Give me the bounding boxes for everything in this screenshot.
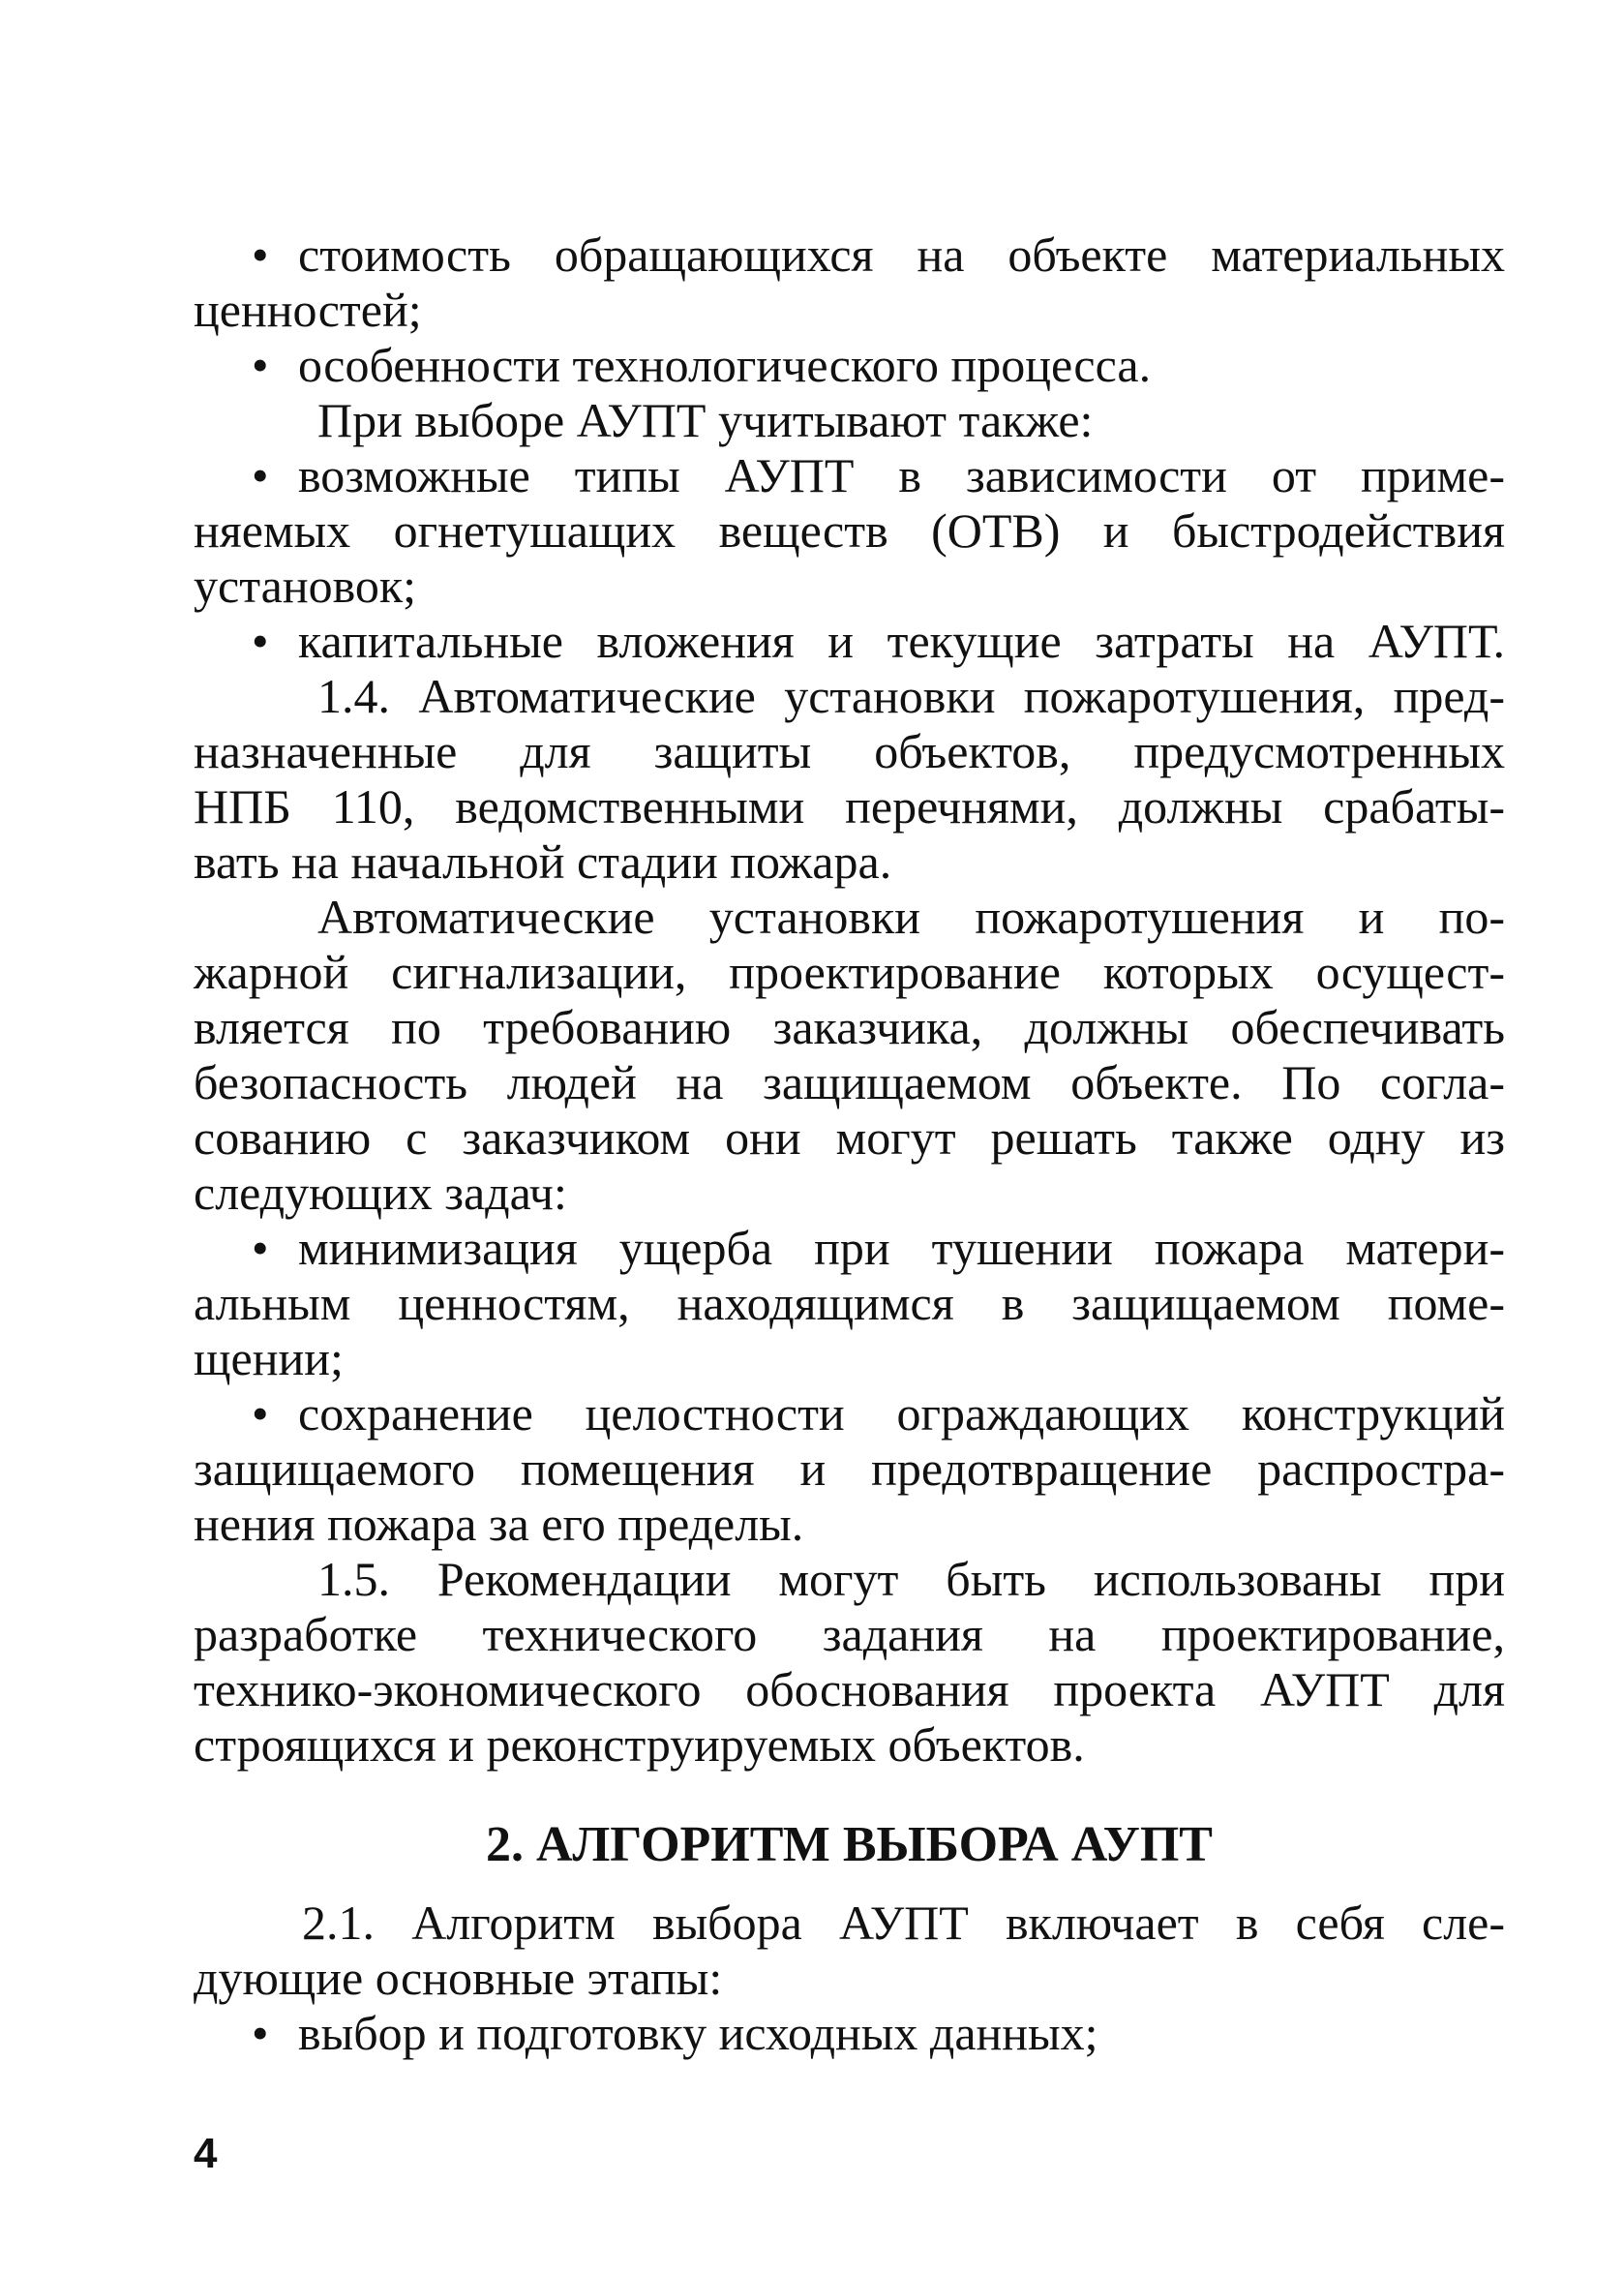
bullet-marker: • [252,614,269,668]
bullet-types-line-2: няемых огнетушащих веществ (ОТВ) и быстродействия [194,503,1505,558]
bullet-damage-line-2: альным ценностям, находящимся в защищаемом поме- [194,1276,1505,1330]
para-customer-line-6: следующих задач: [194,1166,567,1220]
bullet-integrity-line-3: нения пожара за его пределы. [194,1497,804,1551]
item-1-4-line-3: НПБ 110, ведомственными перечнями, должны срабаты- [194,779,1505,834]
item-1-4-line-1: 1.4. Автоматические установки пожаротушения, пред- [317,669,1505,723]
para-customer-line-3: вляется по требованию заказчика, должны обеспечивать [194,1000,1505,1054]
bullet-marker: • [252,228,269,282]
item-2-1-line-2: дующие основные этапы: [194,1951,723,2005]
para-customer-line-1: Автоматические установки пожаротушения и по- [317,890,1505,944]
bullet-marker: • [252,338,269,392]
bullet-integrity-line-2: защищаемого помещения и предотвращение распростра- [194,1441,1505,1496]
item-1-5-line-4: строящихся и реконструируемых объектов. [194,1717,1085,1772]
bullet-cost-line-2: ценностей; [194,283,422,337]
bullet-data: • выбор и подготовку исходных данных; [252,2006,1098,2060]
bullet-damage-line-1: • минимизация ущерба при тушении пожара матери- [252,1221,1505,1275]
item-1-5-line-2: разработке технического задания на проектирование, [194,1607,1505,1661]
para-customer-line-5: сованию с заказчиком они могут решать также одну из [194,1110,1505,1165]
para-customer-line-2: жарной сигнализации, проектирование которых осущест- [194,945,1505,999]
bullet-damage-line-3: щении; [194,1331,344,1385]
bullet-marker: • [252,1386,269,1441]
item-2-1-line-1: 2.1. Алгоритм выбора АУПТ включает в себя сле- [302,1896,1505,1950]
item-1-5-line-1: 1.5. Рекомендации могут быть использованы при [317,1552,1505,1606]
item-1-4-line-4: вать на начальной стадии пожара. [194,834,892,889]
bullet-marker: • [252,1221,269,1275]
bullet-marker: • [252,448,269,502]
bullet-types-line-3: установок; [194,559,417,613]
item-1-5-line-3: технико-экономического обоснования проекта АУПТ для [194,1662,1505,1716]
page-number: 4 [194,2130,218,2177]
also-consider-paragraph: При выборе АУПТ учитывают также: [317,393,1094,447]
page-content [194,228,1505,2061]
bullet-marker: • [252,2006,269,2060]
para-customer-line-4: безопасность людей на защищаемом объекте. По согла- [194,1055,1505,1109]
bullet-cost-line-1: • стоимость обращающихся на объекте материальных [252,228,1505,282]
bullet-integrity-line-1: • сохранение целостности ограждающих конструкций [252,1386,1505,1441]
item-1-4-line-2: назначенные для защиты объектов, предусмотренных [194,724,1505,778]
bullet-process: • особенности технологического процесса. [252,338,1152,392]
section-2-heading: 2. АЛГОРИТМ ВЫБОРА АУПТ [486,1817,1213,1872]
bullet-costs: • капитальные вложения и текущие затраты на АУПТ. [252,614,1505,668]
bullet-types-line-1: • возможные типы АУПТ в зависимости от приме- [252,448,1505,502]
